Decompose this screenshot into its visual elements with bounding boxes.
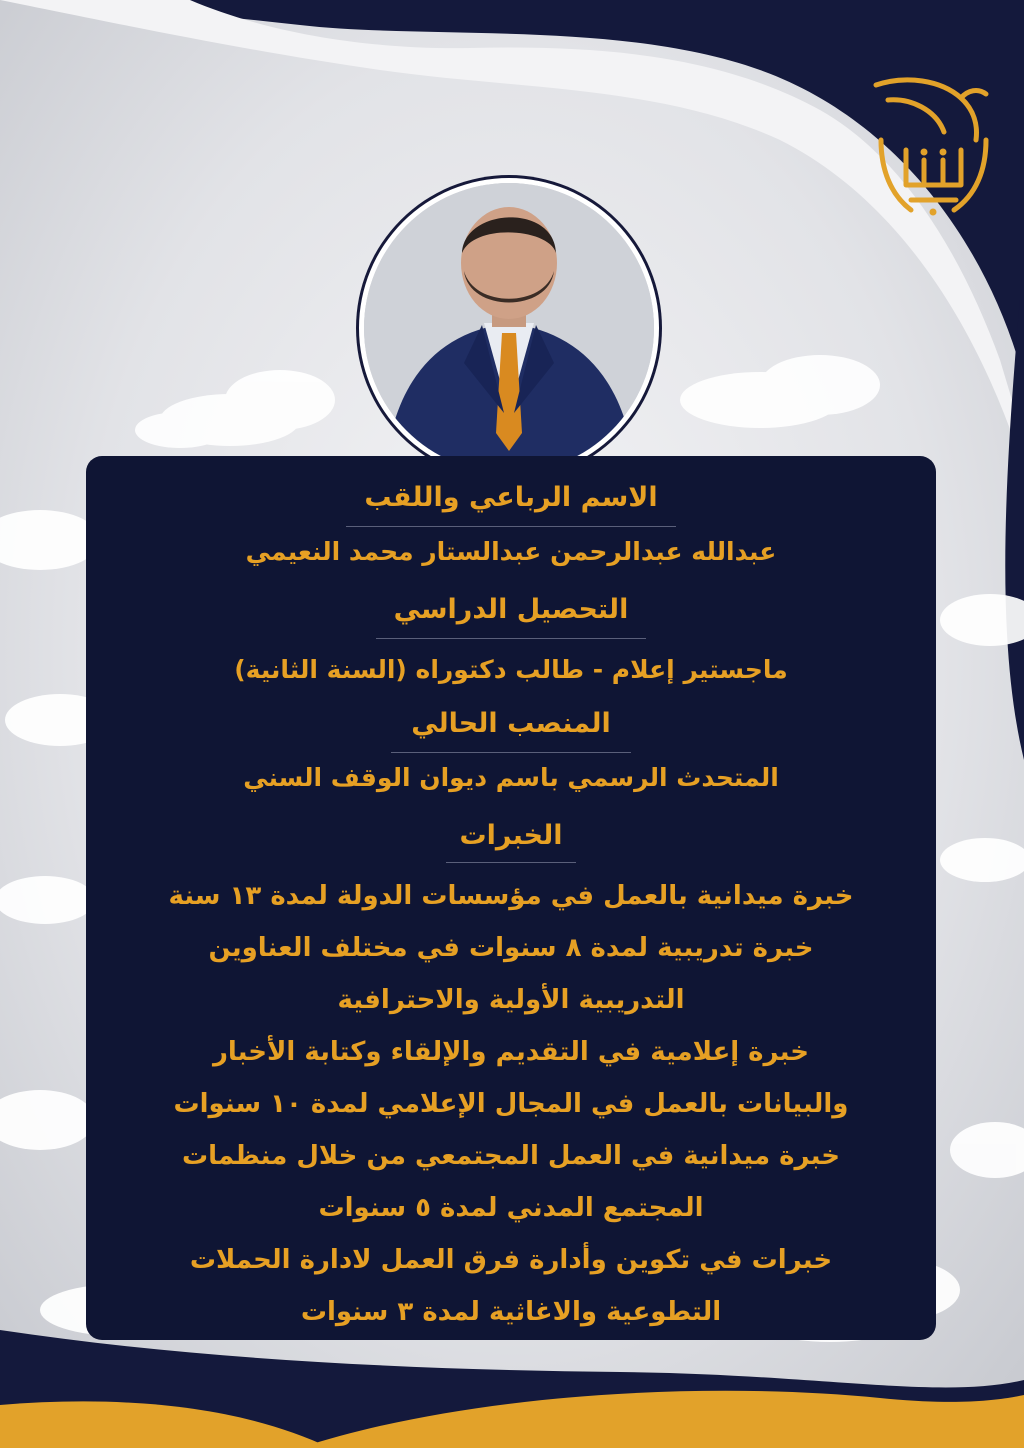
- person-portrait-icon: [364, 183, 654, 473]
- divider: [346, 526, 676, 527]
- position-heading: المنصب الحالي: [411, 708, 611, 739]
- experience-line: والبيانات بالعمل في المجال الإعلامي لمدة ١٠ سنوات: [173, 1089, 849, 1119]
- eagle-logo-icon: [866, 70, 998, 220]
- position-value: المتحدث الرسمي باسم ديوان الوقف السني: [243, 763, 779, 792]
- experience-heading: الخبرات: [459, 820, 563, 851]
- experience-line: التدريبية الأولية والاحترافية: [337, 985, 685, 1015]
- divider: [391, 752, 631, 753]
- name-value: عبدالله عبدالرحمن عبدالستار محمد النعيمي: [245, 537, 777, 566]
- experience-line: خبرات في تكوين وأدارة فرق العمل لادارة الحملات: [189, 1245, 833, 1275]
- experience-list: [86, 870, 936, 1338]
- info-card: [86, 456, 936, 1340]
- education-value: ماجستير إعلام - طالب دكتوراه (السنة الثانية): [234, 655, 788, 684]
- experience-line: خبرة ميدانية بالعمل في مؤسسات الدولة لمدة ١٣ سنة: [168, 881, 854, 911]
- divider: [446, 862, 576, 863]
- experience-line: خبرة ميدانية في العمل المجتمعي من خلال منظمات: [181, 1141, 841, 1171]
- experience-line: التطوعية والاغاثية لمدة ٣ سنوات: [300, 1297, 722, 1327]
- divider: [376, 638, 646, 639]
- name-heading: الاسم الرباعي واللقب: [364, 482, 658, 513]
- education-heading: التحصيل الدراسي: [393, 594, 629, 625]
- experience-line: المجتمع المدني لمدة ٥ سنوات: [318, 1193, 704, 1223]
- experience-line: خبرة إعلامية في التقديم والإلقاء وكتابة الأخبار: [212, 1037, 810, 1067]
- experience-line: خبرة تدريبية لمدة ٨ سنوات في مختلف العناوين: [208, 933, 814, 963]
